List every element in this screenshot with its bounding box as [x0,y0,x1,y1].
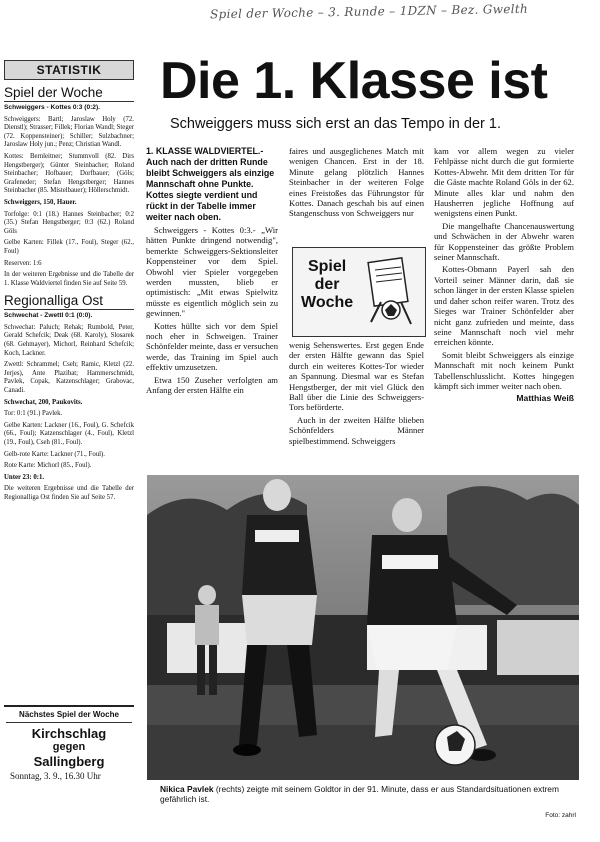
article-paragraph: Die mangelhafte Chancenauswertung und Schwächen in der Abwehr waren für Koppensteiner das größte Problem seiner Mannschaft. [434,220,574,263]
match2-goal: Tor: 0:1 (91.) Pavlek. [4,410,63,418]
article-byline: Matthias Weiß [516,393,574,404]
match1-header: Schweiggers - Kottes 0:3 (0:2). [4,104,100,111]
article-column-1 [146,146,278,398]
match2-venue: Schwechat, 200, Paukovits. [4,398,83,406]
spiel-der-woche-logo [292,247,426,337]
article-paragraph: Auch in der zweiten Hälfte blieben Schönfelders Männer spielbestimmend. Schweiggers [289,414,424,446]
match2-header: Schwechat - Zwettl 0:1 (0:0). [4,312,93,320]
article-headline: Die 1. Klasse ist [160,52,548,110]
match1-reserves: Reserven: 1:6 [4,259,42,267]
logo-text: Spiel der Woche [301,258,354,311]
match2-note: Die weiteren Ergebnisse und die Tabelle der Regionalliga Ost finden Sie auf Seite 57. [4,485,134,501]
handwritten-note: Spiel der Woche – 3. Runde – 1DZN – Bez. Gwelth [209,1,529,22]
match1-goals: Torfolge: 0:1 (18.) Hannes Steinbacher; 0:2 (35.) Stefan Hengstberger; 0:3 (62.) Roland Göls [4,210,134,235]
section-title-regionalliga: Regionalliga Ost [4,293,134,310]
mascot-icon [361,252,421,332]
statistik-header: STATISTIK [4,60,134,80]
article-paragraph: wenig Sehenswertes. Erst gegen Ende der ersten Hälfte gewann das Spiel durch ein weiteres Kottes-Tor wieder an Spannung. Diesmal war es Stefan Hengstberger, der mit viel Glück den Ball über die Linie des Schweiggers-Tors beförderte. [289,340,424,413]
article-column-3 [434,146,574,404]
article-subheadline: Schweiggers muss sich erst an das Tempo in der 1. [170,116,501,132]
article-column-2-bottom [289,340,424,472]
article-column-2 [289,146,424,221]
match2-lineup-zwettl: Zwettl: Schrammel; Cseh; Ramic, Kletzl (22. Jerjes), Ante Plazibat; Hammerschmidt, Pavlek, Copak, Katzenschlager; Grabovac, Canadi. [4,361,134,395]
match1-lineup-schweiggers: Schweiggers: Bartl; Jaroslaw Holy (72. Dienstl); Strasser; Fillek; Florian Wandl; Steger (72. Koppensteiner); Schiller; Sulzbachner; Jaroslaw Holy jun.; Penz; Christian Wandl. [4,115,134,149]
next-match-box [4,705,134,802]
match1-venue: Schweiggers, 150, Hauer. [4,198,77,206]
article-paragraph: Kottes-Obmann Payerl sah den Vorteil seiner Männer darin, daß sie schon länger in der ersten Klasse spielen und daher schon reifer waren. Trotz des Sieges war Trainer Schönfelder aber nicht ganz zufrieden und meinte, dass seine Mannschaft noch viel mehr erreichen könnte. [434,264,574,348]
match1-cards: Gelbe Karten: Fillek (17., Foul), Steger (62., Foul) [4,239,134,255]
match2-yellow-cards: Gelbe Karten: Lackner (16., Foul), G. Schefcik (66., Foul); Katzenschlager (4., Foul), Kletzl (19., Foul), Cseh (81., Foul). [4,421,134,446]
next-match-title: Nächstes Spiel der Woche [19,710,119,719]
article-paragraph: Schweiggers - Kottes 0:3.- „Wir hätten Punkte dringend notwendig", bemerkte Schweiggers-Sektionsleiter Koppensteiner vor dem Spiel. Obwohl vier Spieler vorgegeben werden mussten, blieb er optimistisch: „Mit etwas Spielwitz müsste es eigentlich möglich sein zu gewinnen." [146,225,278,319]
match2-u23: Unter 23: 0:1. [4,473,45,481]
next-match-team2: Sallingberg [33,754,105,769]
photo-credit: Foto: zahrl [545,812,576,819]
section-title-spiel-der-woche: Spiel der Woche [4,85,134,102]
next-match-date: Sonntag, 3. 9., 16.30 Uhr [10,771,101,781]
match1-note: In der weiteren Ergebnisse und die Tabelle der 1. Klasse Waldviertel finden Sie auf Seite 59. [4,271,134,287]
next-match-vs: gegen [52,741,86,753]
match2-lineup-schwechat: Schwechat: Paluch; Rehak; Rumbold, Peter, Gerald Schefcik; Deak (68. Karoly), Slosarek (68. Gehmayer), Michorl, Reinhard Schefcik; Koch, Lackner. [4,323,134,357]
match-photo [147,475,579,780]
match2-red-card: Rote Karte: Michorl (85., Foul). [4,462,92,470]
article-paragraph: Kottes hüllte sich vor dem Spiel noch eher in Schweigen. Trainer Schönfelder meinte, dass er versuchen werde, das Training im Spiel auch effektiv umzusetzen. [146,320,278,373]
photo-caption: Nikica Pavlek (rechts) zeigte mit seinem Goldtor in der 91. Minute, dass er aus Standardsituationen extrem gefährlich ist. [160,784,559,804]
article-lead: 1. KLASSE WALDVIERTEL.- Auch nach der dritten Runde bleibt Schweiggers als einzige Mannschaft ohne Punkte. Kottes siegte verdient und rückt in der Tabelle immer weiter nach oben. [146,146,275,222]
article-paragraph: faires und ausgeglichenes Match mit wenigen Chancen. Erst in der 18. Minute gelang plötzlich Hannes Steinbacher in der weiteren Folge eines Freistoßes das Führungstor für Kottes. Danach geschah bis auf einen Stangenschuss von Schweiggers nur [289,146,424,219]
statistics-sidebar [4,60,134,700]
match1-lineup-kottes: Kottes: Bernleitner; Stummvoll (82. Dirs Hengstberger); Günter Steinbacher; Roland Steinbacher; Hofbauer; Dorfbauer; (Göls; Grafeneder; Stefan Hengstberger; Hannes Steinbacher (85. Mistelbauer); Höllerschmidt. [4,152,134,195]
article-paragraph: kam vor allem wegen zu vieler Fehlpässe nicht durch die gut formierte Kottes-Abwehr. Mit dem dritten Tor für die Gäste machte Roland Göls in der 62. Minute alles klar und nahm den Hausherren jegliche Hoffnung auf wenigstens einen Punkt. [434,146,574,219]
match2-yellow-red-card: Gelb-rote Karte: Lackner (71., Foul). [4,450,105,458]
next-match-team1: Kirchschlag [31,726,107,741]
article-paragraph: Somit bleibt Schweiggers als einzige Mannschaft mit noch keinem Punkt Tabellenschlusslicht. Kottes hingegen kämpft sich immer weiter nach oben. [434,349,574,391]
article-paragraph: Etwa 150 Zuseher verfolgten am Anfang der ersten Hälfte ein [146,374,278,396]
